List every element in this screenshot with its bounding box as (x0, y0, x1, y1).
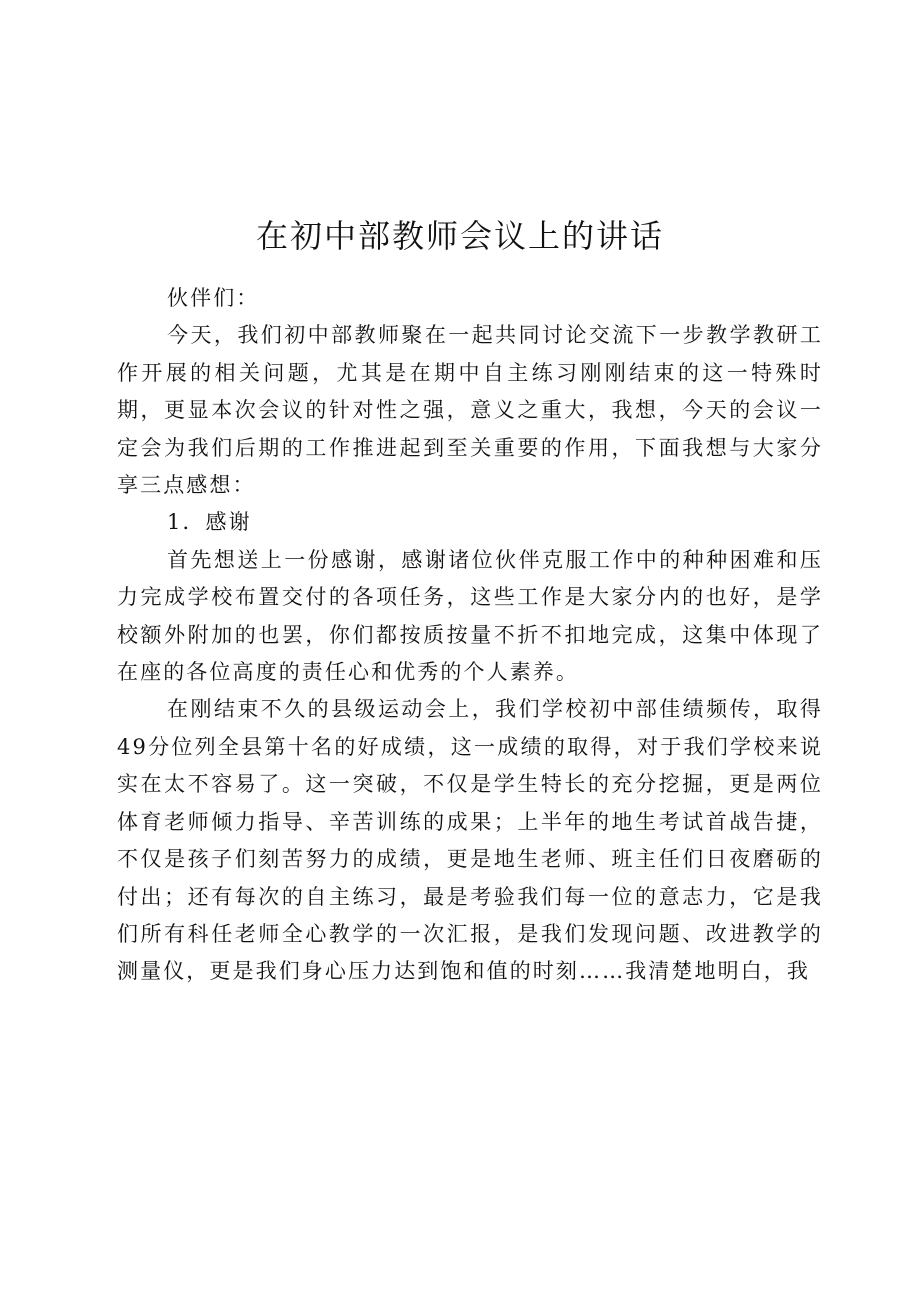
greeting-line: 伙伴们： (167, 286, 260, 310)
paragraph-intro: 今天，我们初中部教师聚在一起共同讨论交流下一步教学教研工作开展的相关问题，尤其是在期中自主练习刚刚结束的这一特殊时期，更显本次会议的针对性之强，意义之重大，我想，今天的会议一定会为我们后期的工作推进起到至关重要的作用，下面我想与大家分享三点感想： (117, 323, 823, 498)
paragraph-thanks: 首先想送上一份感谢，感谢诸位伙伴克服工作中的种种困难和压力完成学校布置交付的各项任务，这些工作是大家分内的也好，是学校额外附加的也罢，你们都按质按量不折不扣地完成，这集中体现了在座的各位高度的责任心和优秀的个人素养。 (117, 547, 823, 685)
document-title: 在初中部教师会议上的讲话 (255, 217, 664, 255)
section-heading: 1．感谢 (167, 510, 252, 535)
document-body (117, 280, 823, 991)
paragraph-achievements: 在刚结束不久的县级运动会上，我们学校初中部佳绩频传，取得49分位列全县第十名的好成绩，这一成绩的取得，对于我们学校来说实在太不容易了。这一突破，不仅是学生特长的充分挖掘，更是两位体育老师倾力指导、辛苦训练的成果；上半年的地生考试首战告捷，不仅是孩子们刻苦努力的成绩，更是地生老师、班主任们日夜磨砺的付出；还有每次的自主练习，最是考验我们每一位的意志力，它是我们所有科任老师全心教学的一次汇报，是我们发现问题、改进教学的测量仪，更是我们身心压力达到饱和值的时刻……我清楚地明白，我 (117, 697, 823, 984)
